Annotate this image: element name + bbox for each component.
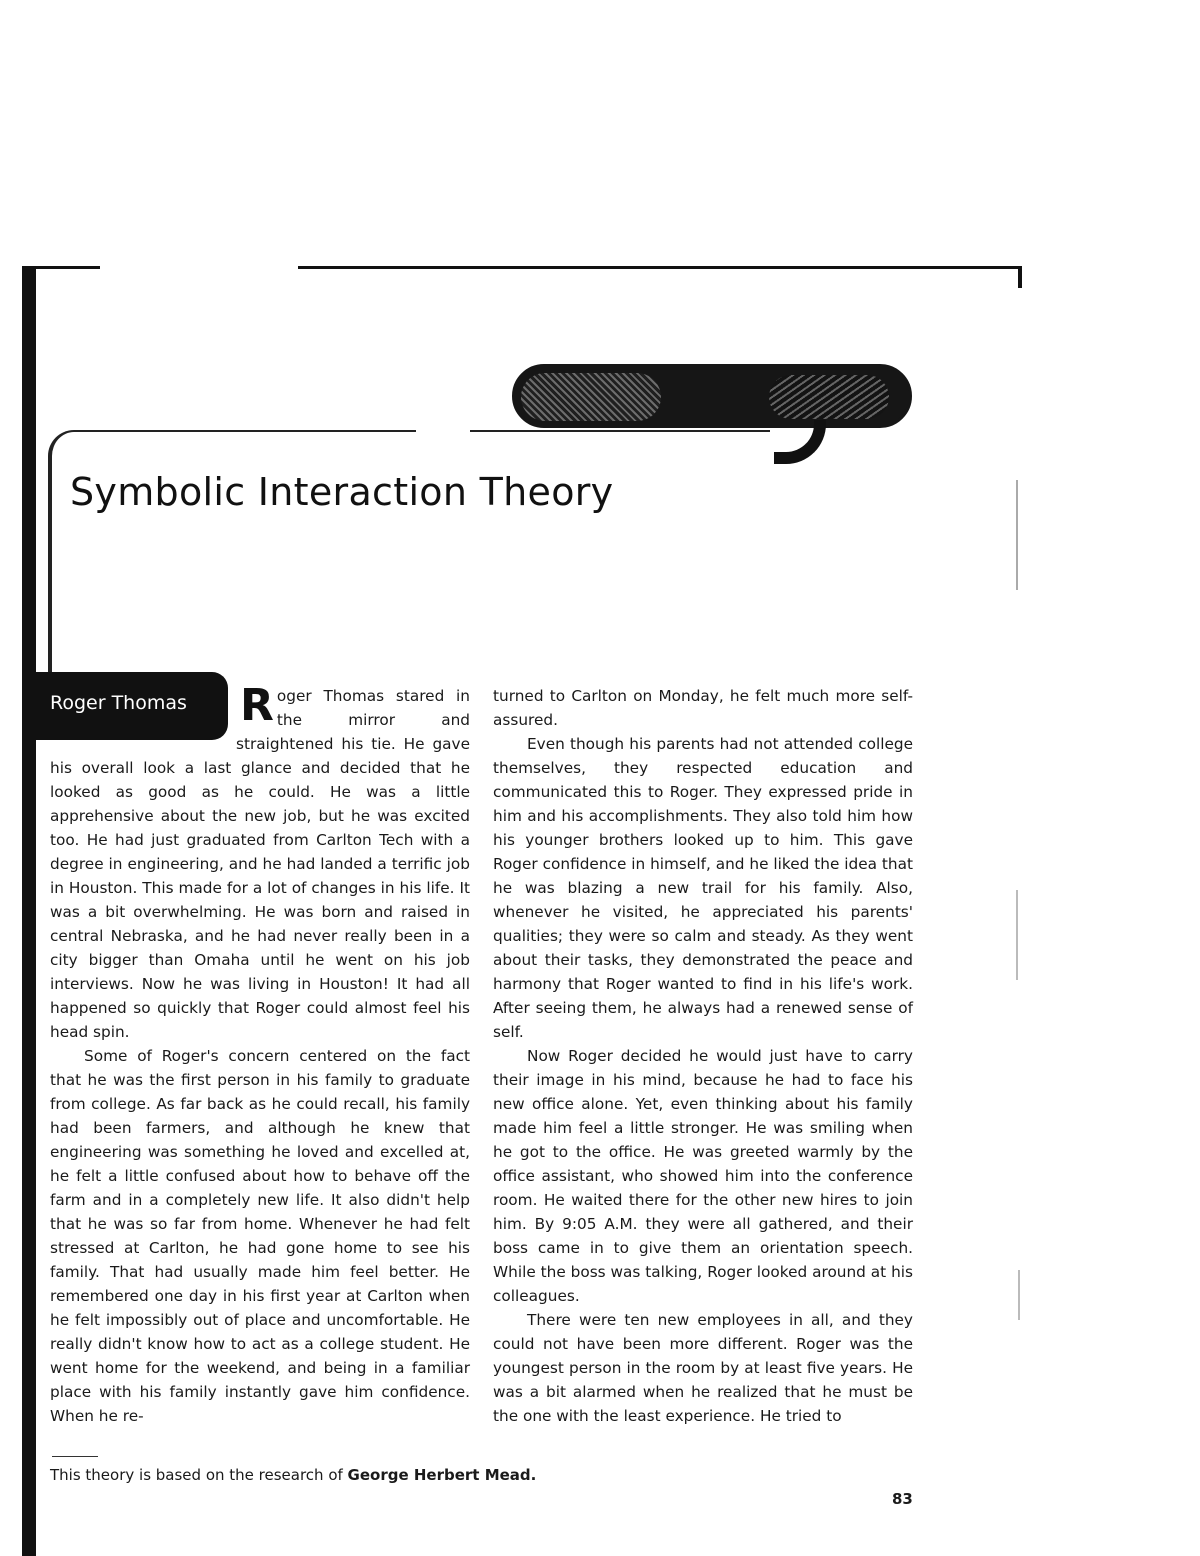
story-column-left <box>50 680 470 1428</box>
footnote-text: This theory is based on the research of <box>50 1466 348 1484</box>
drop-cap: R <box>240 680 274 731</box>
badge-texture <box>521 373 661 421</box>
badge-texture <box>769 375 889 419</box>
chapter-title: Symbolic Interaction Theory <box>70 470 614 514</box>
header-rule-end <box>1018 266 1022 288</box>
footnote <box>50 1466 536 1484</box>
footnote-researcher: George Herbert Mead. <box>347 1466 537 1484</box>
story-paragraph: Roger Thomas stared in the mirror and straightened his tie. He gave his overall look a last glance and decided that he looked as good as he could. He was a little apprehensive about the new job, but he was excited too. He had just graduated from Carlton Tech with a degree in engineering, and he had landed a terrific job in Houston. This made for a lot of changes in his life. It was a bit overwhelming. He was born and raised in central Nebraska, and he had never really been in a city bigger than Omaha until he went on his job interviews. Now he was living in Houston! It had all happened so quickly that Roger could almost feel his head spin. <box>50 680 470 1041</box>
scan-edge-bar <box>22 266 36 1556</box>
story-paragraph: Now Roger decided he would just have to carry their image in his mind, because he had to face his new office alone. Yet, even thinking about his family made him feel a little stronger. He was smiling when he got to the office. He was greeted warmly by the office assistant, who showed him into the conference room. He waited there for the other new hires to join him. By 9:05 A.M. they were all gathered, and their boss came in to give them an orientation speech. While the boss was talking, Roger looked around at his colleagues. <box>493 1047 913 1305</box>
title-frame-corner <box>48 430 108 680</box>
header-rule-gap <box>100 262 298 272</box>
chapter-number-badge <box>512 364 912 428</box>
story-paragraph: There were ten new employees in all, and they could not have been more different. Roger was the youngest person in the room by at least five years. He was a bit alarmed when he realized that he must be the one with the least experience. He tried to <box>493 1311 913 1425</box>
name-tab-spacer <box>50 684 236 756</box>
title-frame-line <box>470 430 770 432</box>
footnote-rule <box>52 1456 98 1457</box>
scan-artifact <box>1018 1270 1020 1320</box>
scan-artifact <box>1016 480 1018 590</box>
title-frame-line <box>108 430 416 432</box>
story-column-right <box>493 684 913 1428</box>
story-paragraph: Even though his parents had not attended college themselves, they respected education and communicated this to Roger. They expressed pride in him and his accomplishments. They also told him how his younger brothers looked up to him. This gave Roger confidence in himself, and he liked the idea that he was blazing a new trail for his family. Also, whenever he visited, he appreciated his parents' qualities; they were so calm and steady. As they went about their tasks, they demonstrated the peace and harmony that Roger wanted to find in his life's work. After seeing them, he always had a renewed sense of self. <box>493 735 913 1041</box>
story-paragraph: Some of Roger's concern centered on the fact that he was the first person in his family to graduate from college. As far back as he could recall, his family had been farmers, and although he knew that engineering was something he loved and excelled at, he felt a little confused about how to behave off the farm and in a completely new life. It also didn't help that he was so far from home. Whenever he had felt stressed at Carlton, he had gone home to see his family. That had usually made him feel better. He remembered one day in his first year at Carlton when he felt impossibly out of place and uncomfortable. He really didn't know how to act as a college student. He went home for the weekend, and being in a familiar place with his family instantly gave him confidence. When he re- <box>50 1047 470 1425</box>
story-paragraph: turned to Carlton on Monday, he felt much more self-assured. <box>493 687 913 729</box>
page-number: 83 <box>892 1490 913 1508</box>
scan-artifact <box>1016 890 1018 980</box>
chapter-number-hook <box>774 420 826 464</box>
character-name: Roger Thomas <box>50 692 187 714</box>
